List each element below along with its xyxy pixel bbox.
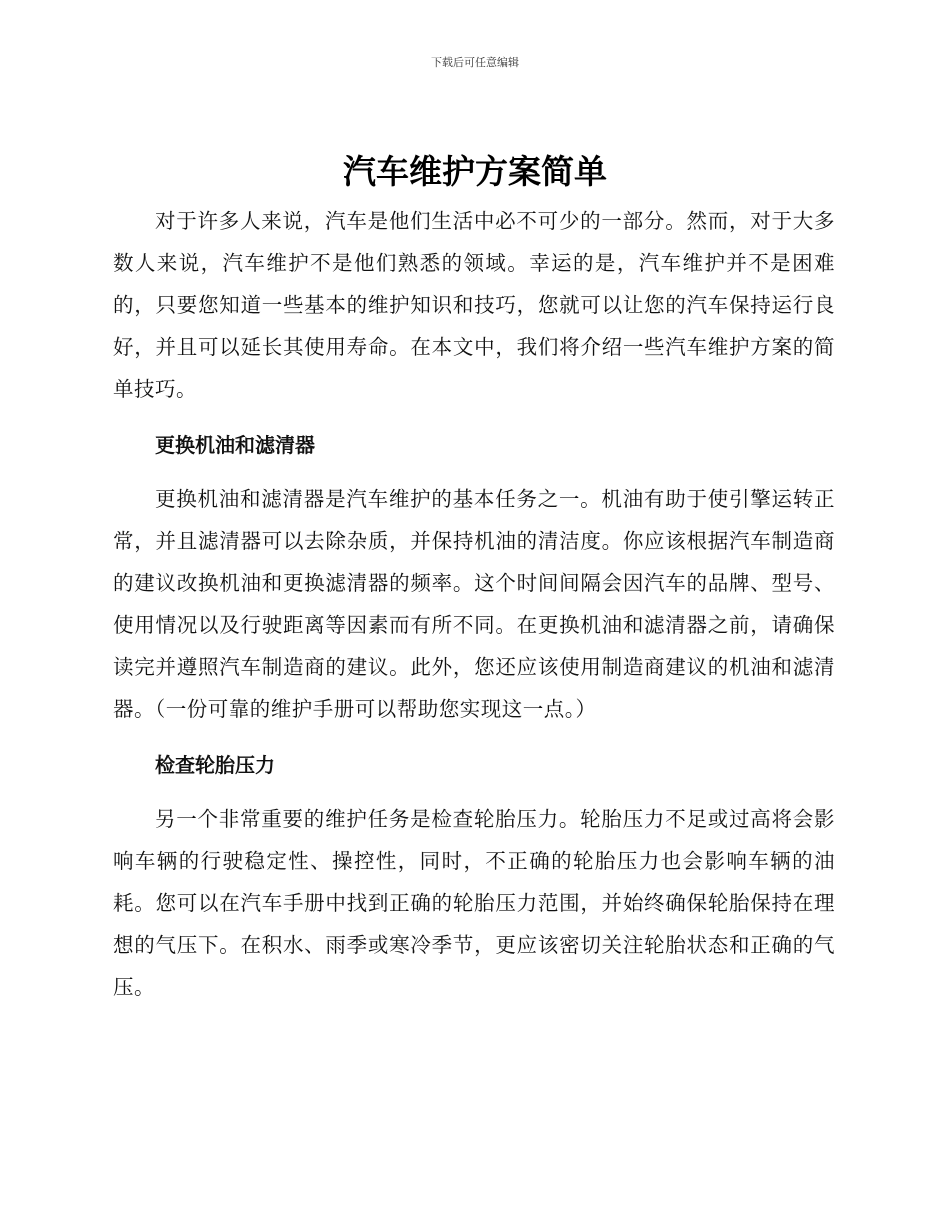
page-title: 汽车维护方案简单: [343, 152, 607, 191]
section-heading-tire: 检查轮胎压力: [155, 753, 275, 777]
document-body: [113, 200, 835, 1008]
intro-paragraph: 对于许多人来说，汽车是他们生活中必不可少的一部分。然而，对于大多数人来说，汽车维护不是他们熟悉的领域。幸运的是，汽车维护并不是困难的，只要您知道一些基本的维护知识和技巧，您就可以让您的汽车保持运行良好，并且可以延长其使用寿命。在本文中，我们将介绍一些汽车维护方案的简单技巧。: [113, 209, 835, 401]
section-paragraph-oil: 更换机油和滤清器是汽车维护的基本任务之一。机油有助于使引擎运转正常，并且滤清器可以去除杂质，并保持机油的清洁度。你应该根据汽车制造商的建议改换机油和更换滤清器的频率。这个时间间隔会因汽车的品牌、型号、使用情况以及行驶距离等因素而有所不同。在更换机油和滤清器之前，请确保读完并遵照汽车制造商的建议。此外，您还应该使用制造商建议的机油和滤清器。（一份可靠的维护手册可以帮助您实现这一点。）: [113, 487, 835, 721]
header-note: 下载后可任意编辑: [431, 56, 519, 69]
section-paragraph-tire: 另一个非常重要的维护任务是检查轮胎压力。轮胎压力不足或过高将会影响车辆的行驶稳定性、操控性，同时，不正确的轮胎压力也会影响车辆的油耗。您可以在汽车手册中找到正确的轮胎压力范围，并始终确保轮胎保持在理想的气压下。在积水、雨季或寒冷季节，更应该密切关注轮胎状态和正确的气压。: [113, 807, 835, 999]
section-heading-oil: 更换机油和滤清器: [155, 433, 315, 457]
